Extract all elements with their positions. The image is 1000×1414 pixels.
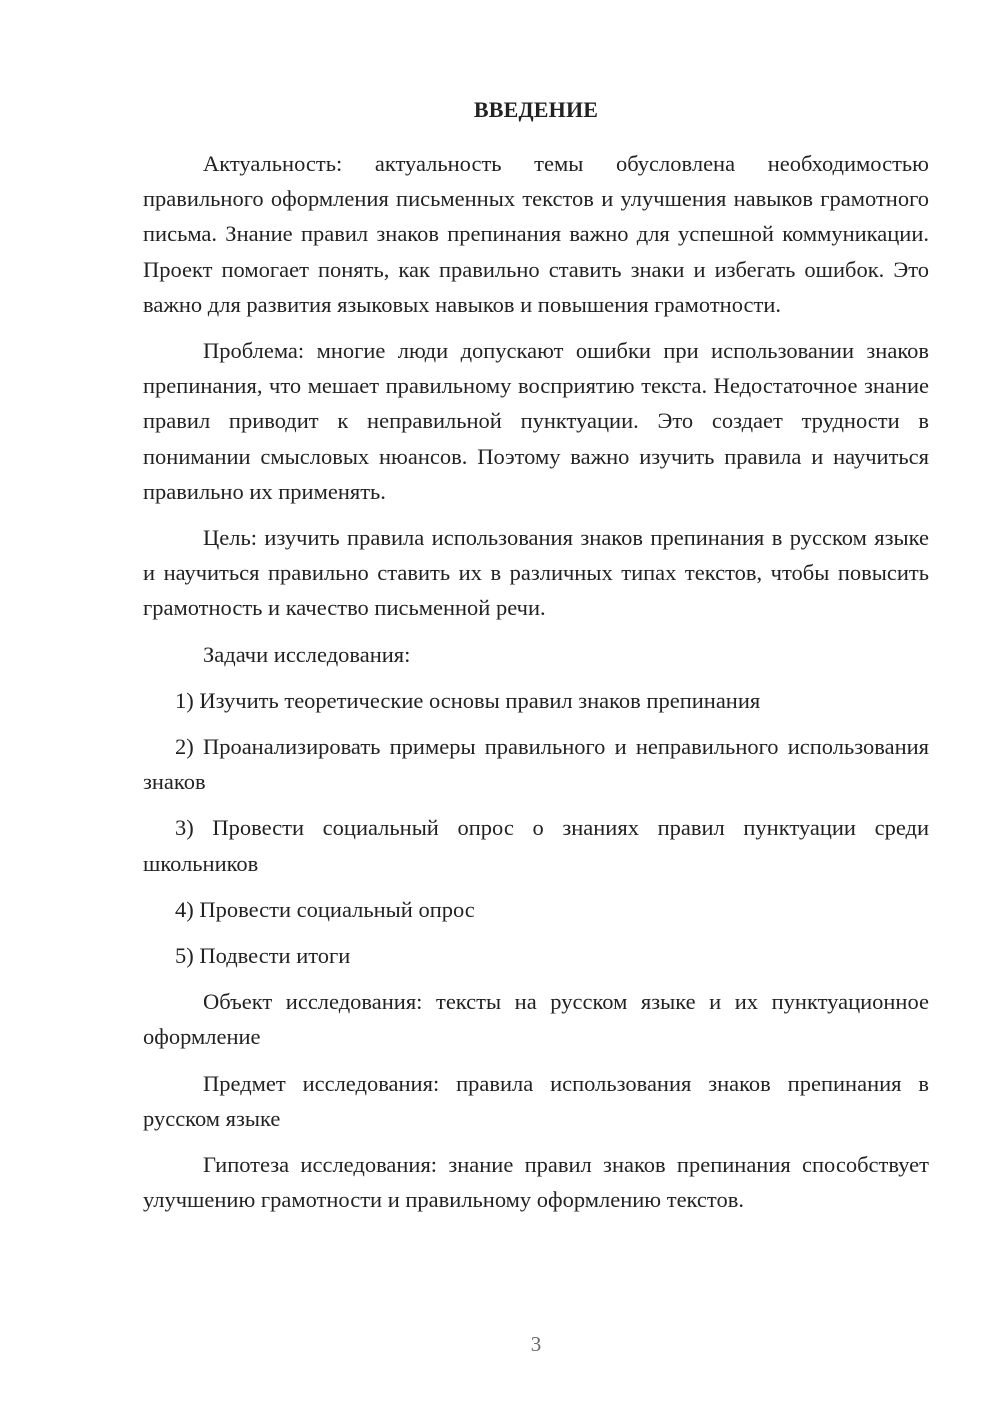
paragraph-object: Объект исследования: тексты на русском языке и их пунктуационное оформление	[143, 989, 929, 1050]
task-item-4: 4) Провести социальный опрос	[175, 896, 475, 922]
paragraph-problem: Проблема: многие люди допускают ошибки при использовании знаков препинания, что мешает правильному восприятию текста. Недостаточное знание правил приводит к неправильной пунктуации. Это создает трудности в понимании смысловых нюансов. Поэтому важно изучить правила и научиться правильно их применять.	[143, 338, 929, 504]
paragraph-hypothesis: Гипотеза исследования: знание правил знаков препинания способствует улучшению грамотности и правильному оформлению текстов.	[143, 1152, 929, 1213]
document-page	[143, 96, 929, 1228]
paragraph-relevance: Актуальность: актуальность темы обусловлена необходимостью правильного оформления письменных текстов и улучшения навыков грамотного письма. Знание правил знаков препинания важно для успешной коммуникации. Проект помогает понять, как правильно ставить знаки и избегать ошибок. Это важно для развития языковых навыков и повышения грамотности.	[143, 151, 929, 317]
task-item-1: 1) Изучить теоретические основы правил знаков препинания	[175, 687, 761, 713]
page-title: ВВЕДЕНИЕ	[473, 97, 599, 122]
page-number: 3	[530, 1332, 542, 1356]
task-item-3: 3) Провести социальный опрос о знаниях правил пунктуации среди школьников	[143, 815, 929, 876]
tasks-heading: Задачи исследования:	[203, 641, 411, 667]
task-item-5: 5) Подвести итоги	[175, 943, 351, 969]
task-item-2: 2) Проанализировать примеры правильного и неправильного использования знаков	[143, 734, 929, 795]
paragraph-goal: Цель: изучить правила использования знаков препинания в русском языке и научиться правильно ставить их в различных типах текстов, чтобы повысить грамотность и качество письменной речи.	[143, 525, 929, 621]
paragraph-subject: Предмет исследования: правила использования знаков препинания в русском языке	[143, 1070, 929, 1131]
